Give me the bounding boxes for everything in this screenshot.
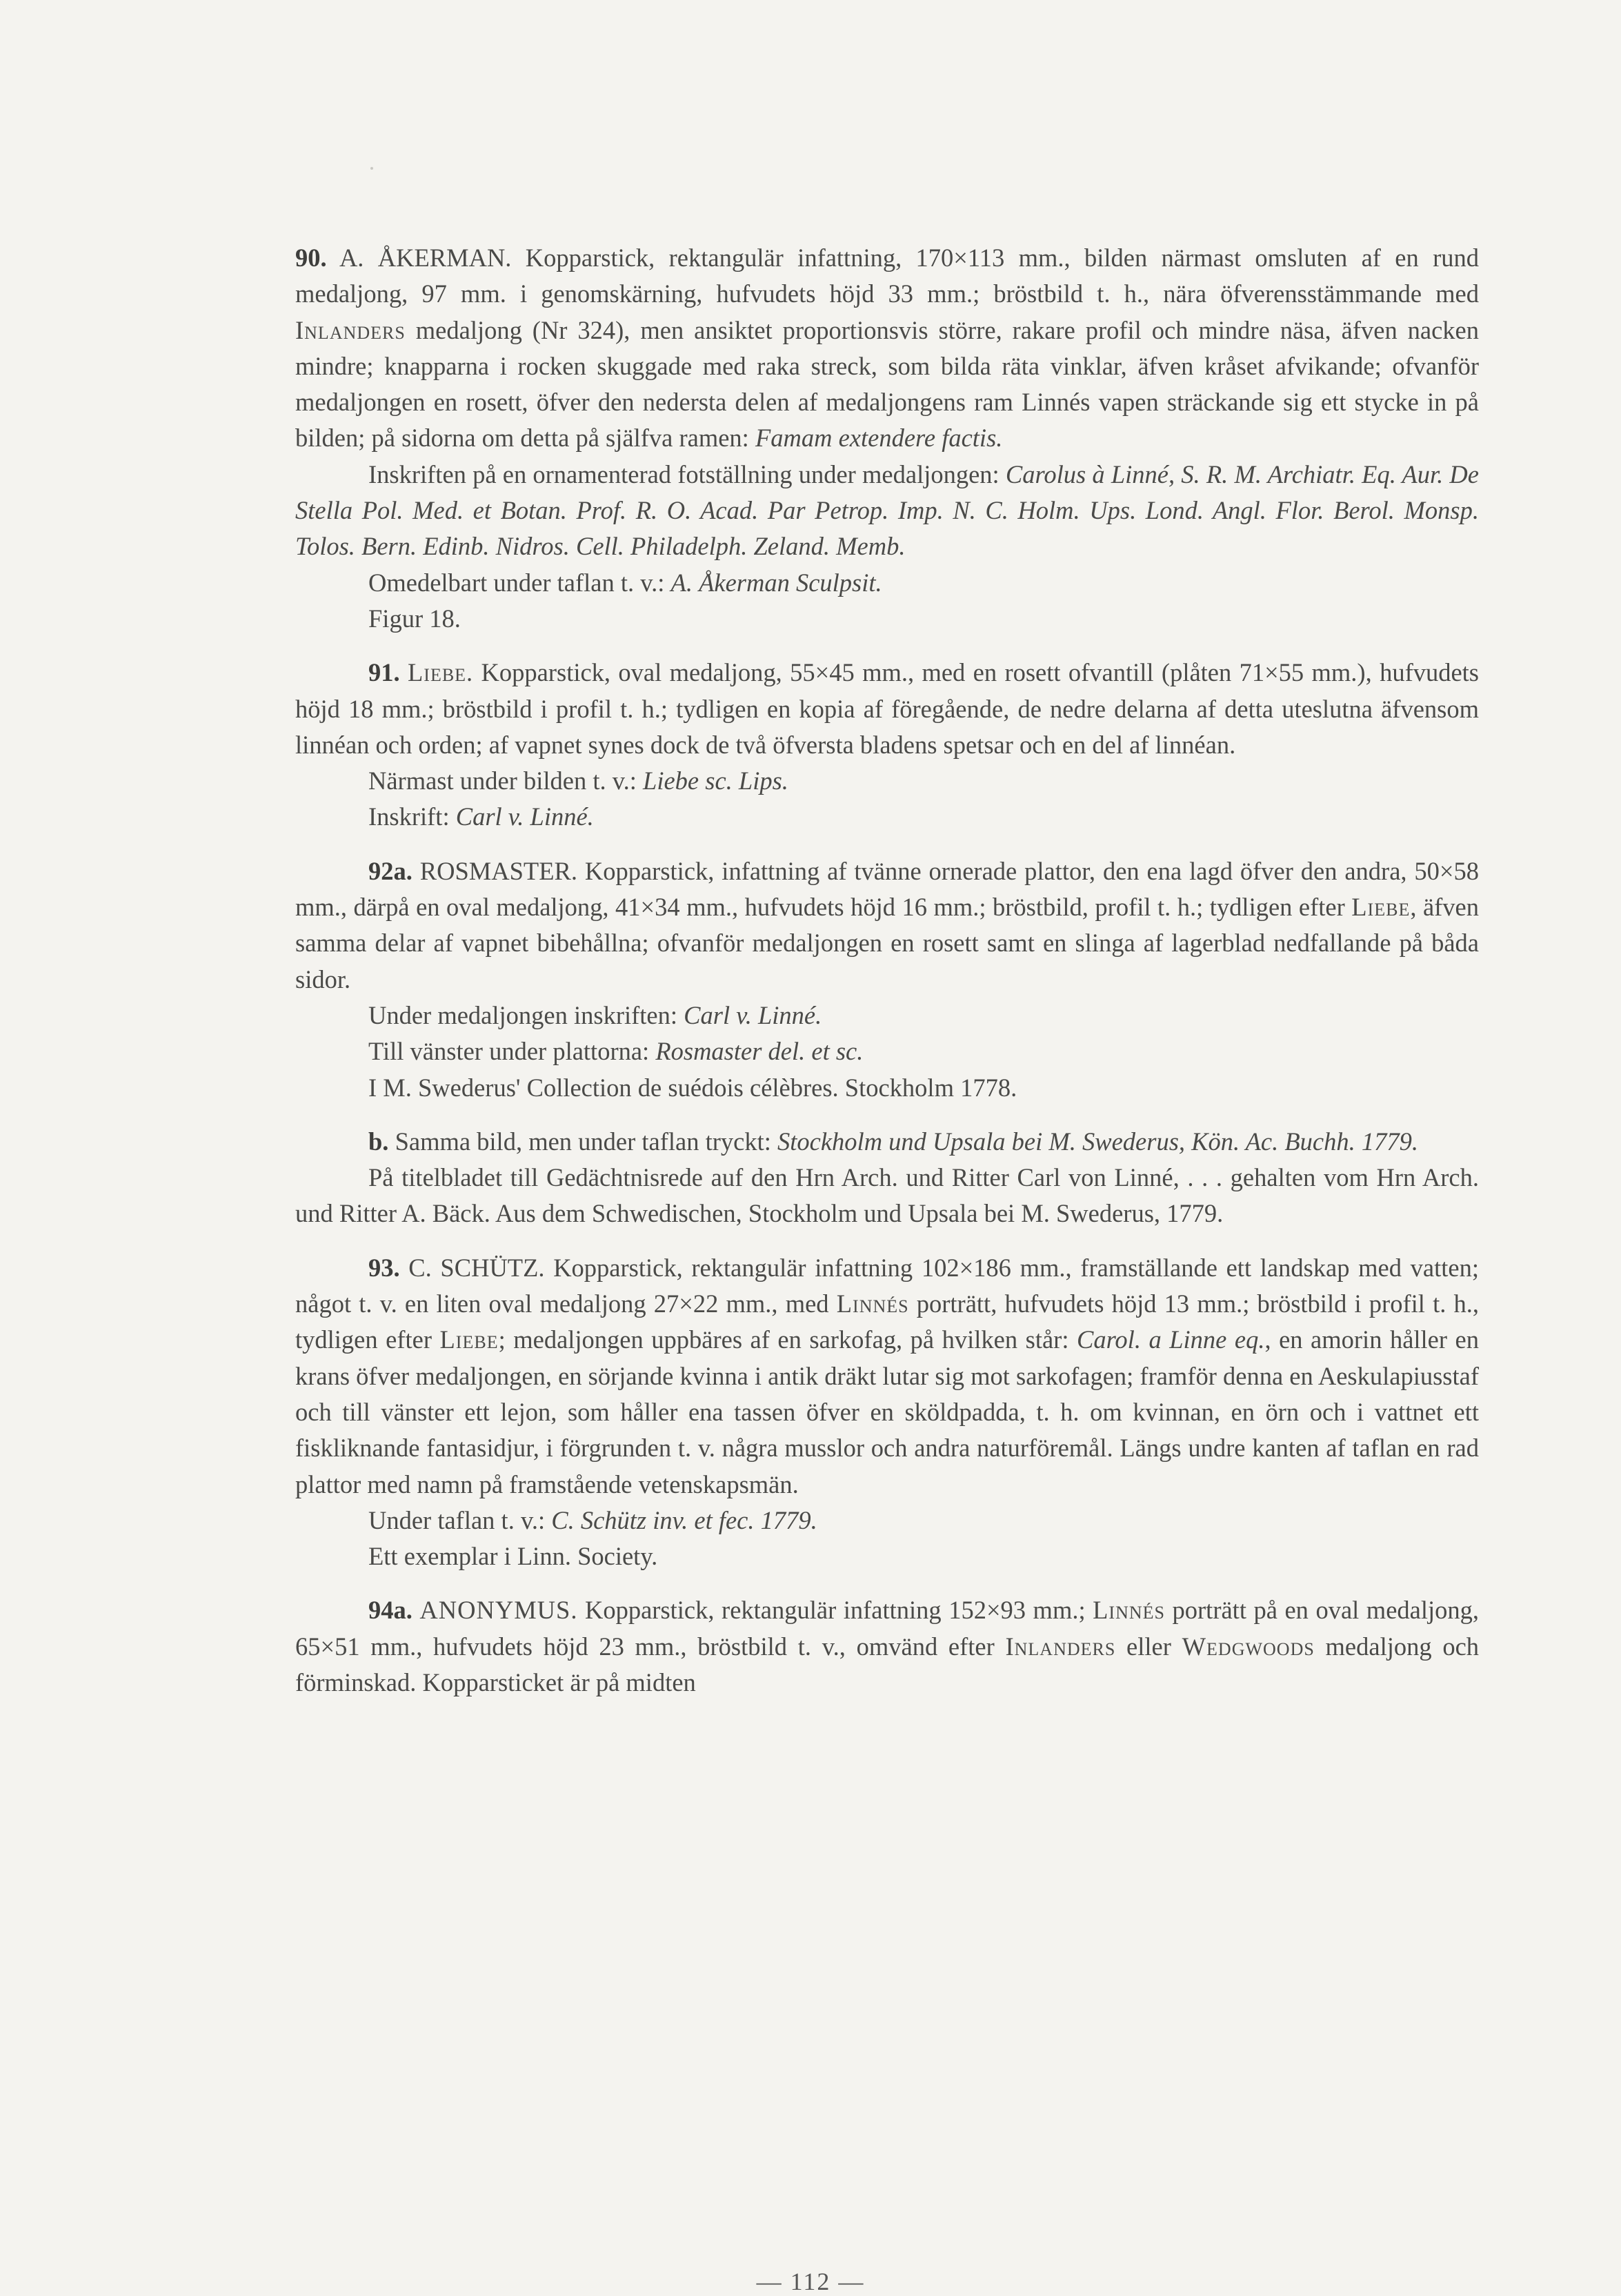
entry-90: 90. A. ÅKERMAN. Kopparstick, rektangulär infattning, 170×113 mm., bilden närmast omsluten af en rund medaljong, 97 mm. i genomskärning, hufvudets höjd 33 mm.; bröstbild t. h., nära öfverensstämmande med Inlanders medaljong (Nr 324), men ansiktet proportionsvis större, rakare profil och mindre näsa, äfven nacken mindre; knapparna i rocken skuggade med raka streck, som bilda räta vinklar, äfven kråset afvikande; ofvanför medaljongen en rosett, öfver den nedersta delen af medaljongens ram Linnés vapen sträckande sig ett stycke in på bilden; på sidorna om detta på själfva ramen: Famam extendere factis.	[295, 244, 1480, 453]
entry-artist: A. ÅKERMAN.	[339, 244, 512, 272]
paper-speck	[370, 167, 373, 170]
entry-93-signature: Under taflan t. v.: C. Schütz inv. et fec. 1779.	[368, 1505, 817, 1534]
entry-artist: Liebe.	[407, 658, 474, 687]
entry-92a-inscription: Under medaljongen inskriften: Carl v. Linné.	[368, 1000, 822, 1029]
entry-90-figure: Figur 18.	[368, 604, 461, 633]
entry-number: 94	[368, 1596, 394, 1625]
entry-91-signature: Närmast under bilden t. v.: Liebe sc. Lips.	[368, 766, 788, 795]
entry-92b: b. Samma bild, men under taflan tryckt: Stockholm und Upsala bei M. Swederus, Kön. Ac. Buchh. 1779.	[368, 1127, 1418, 1156]
entry-91: 91. Liebe. Kopparstick, oval medaljong, 55×45 mm., med en rosett ofvantill (plåten 71×55 mm.), hufvudets höjd 18 mm.; bröstbild i profil t. h.; tydligen en kopia af föregående, de nedre delarna af detta uteslutna äfvensom linnéan och orden; af vapnet synes dock de två öfversta bladens spetsar och en del af linnéan.	[295, 658, 1480, 759]
entry-number: 90.	[295, 244, 327, 272]
entry-93: 93. C. SCHÜTZ. Kopparstick, rektangulär infattning 102×186 mm., framställande ett landskap med vatten; något t. v. en liten oval medaljong 27×22 mm., med Linnés porträtt, hufvudets höjd 13 mm.; bröstbild i profil t. h., tydligen efter Liebe; medaljongen uppbäres af en sarkofag, på hvilken står: Carol. a Linne eq., en amorin håller en krans öfver medaljongen, en sörjande kvinna i antik dräkt lutar sig mot sarkofagen; framför denna en Aeskulapiusstaf och till vänster ett lejon, som håller ena tassen öfver en sköldpadda, t. h. om kvinnan, en örn och i vattnet ett fiskliknande fantasidjur, i förgrunden t. v. några musslor och andra naturföremål. Längs undre kanten af taflan en rad plattor med namn på framstående vetenskapsmän.	[295, 1253, 1480, 1498]
entry-number: 91.	[368, 658, 400, 687]
entry-92a-source: I M. Swederus' Collection de suédois célèbres. Stockholm 1778.	[368, 1073, 1017, 1102]
entry-92a-signature: Till vänster under plattorna: Rosmaster del. et sc.	[368, 1037, 864, 1066]
entry-91-inscription: Inskrift: Carl v. Linné.	[368, 802, 594, 831]
entry-92a: 92a. ROSMASTER. Kopparstick, infattning af tvänne ornerade plattor, den ena lagd öfver den andra, 50×58 mm., därpå en oval medaljong, 41×34 mm., hufvudets höjd 16 mm.; bröstbild, profil t. h.; tydligen efter Liebe, äfven samma delar af vapnet bibehållna; ofvanför medaljongen en rosett samt en slinga af lagerblad nedfallande på båda sidor.	[295, 856, 1480, 993]
entry-90-signature: Omedelbart under taflan t. v.: A. Åkerman Sculpsit.	[368, 568, 882, 597]
entry-90-inscription: Inskriften på en ornamenterad fotställning under medaljongen: Carolus à Linné, S. R. M. Archiatr. Eq. Aur. De Stella Pol. Med. et Botan. Prof. R. O. Acad. Par Petrop. Imp. N. C. Holm. Ups. Lond. Angl. Flor. Berol. Monsp. Tolos. Bern. Edinb. Nidros. Cell. Philadelph. Zeland. Memb.	[295, 459, 1479, 561]
entry-92b-source: På titelbladet till Gedächtnisrede auf den Hrn Arch. und Ritter Carl von Linné, . . . gehalten vom Hrn Arch. und Ritter A. Bäck. Aus dem Schwedischen, Stockholm und Upsala bei M. Swederus, 1779.	[295, 1163, 1479, 1228]
entry-number: 92	[368, 856, 394, 885]
entry-number: b.	[368, 1127, 389, 1156]
entry-artist: C. SCHÜTZ.	[408, 1253, 545, 1282]
entry-94a: 94a. ANONYMUS. Kopparstick, rektangulär infattning 152×93 mm.; Linnés porträtt på en oval medaljong, 65×51 mm., hufvudets höjd 23 mm., bröstbild t. v., omvänd efter Inlanders eller Wedgwoods medaljong och förminskad. Kopparsticket är på midten	[295, 1596, 1480, 1696]
page-number: — 112 —	[756, 2268, 865, 2295]
entry-artist: ROSMASTER.	[419, 856, 577, 885]
entry-number: 93.	[368, 1253, 400, 1282]
entry-93-copy: Ett exemplar i Linn. Society.	[368, 1542, 658, 1571]
entry-artist: ANONYMUS.	[419, 1596, 578, 1625]
catalogue-text	[295, 240, 1479, 1701]
